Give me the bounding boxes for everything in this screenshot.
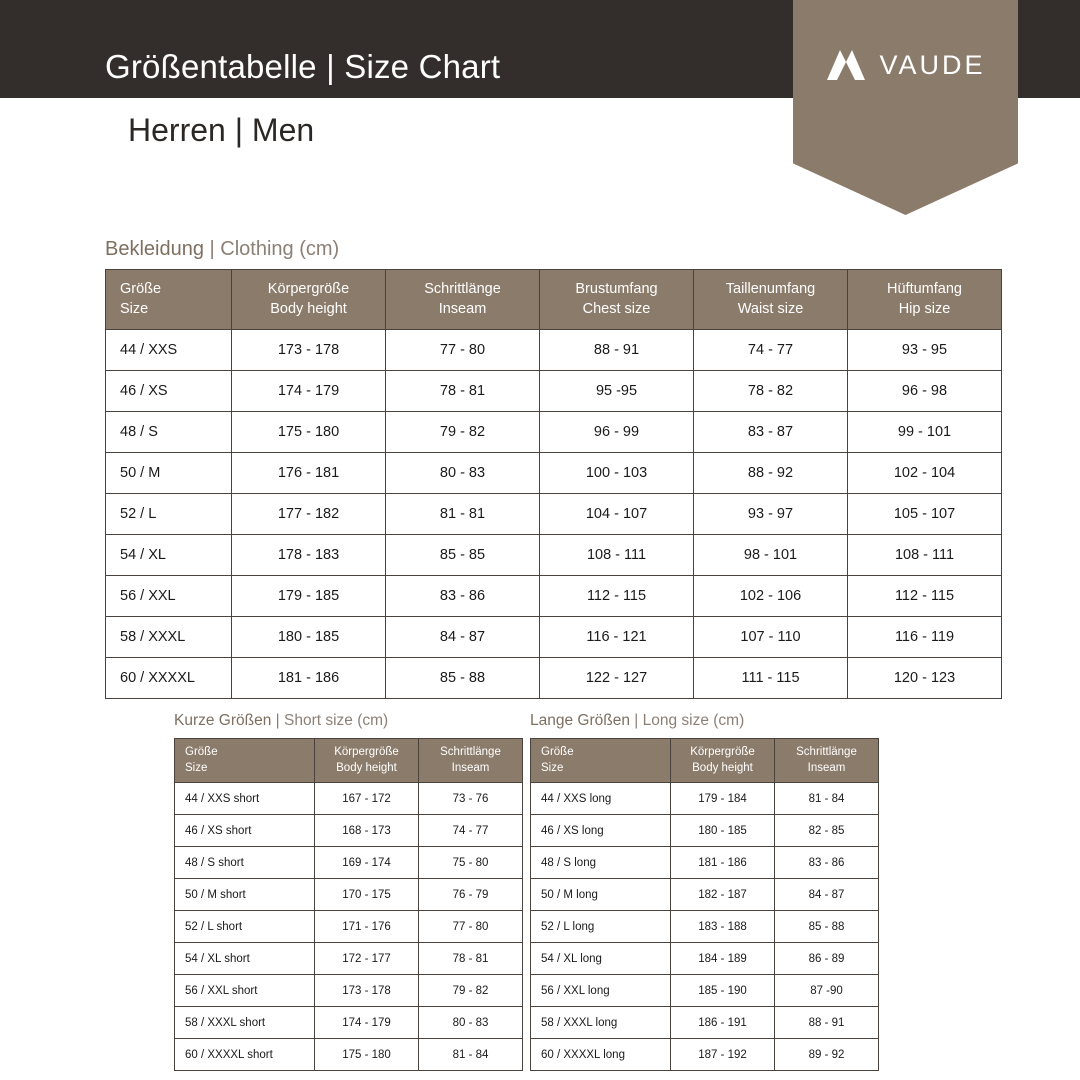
cell-body-height: 173 - 178 bbox=[232, 330, 386, 371]
column-header-waist-de: Taillenumfang bbox=[725, 280, 816, 297]
section-heading-short bbox=[174, 712, 388, 730]
cell-size: 50 / M short bbox=[175, 879, 315, 911]
table-row bbox=[531, 1007, 879, 1039]
cell-size: 48 / S short bbox=[175, 847, 315, 879]
cell-size: 60 / XXXXL long bbox=[531, 1039, 671, 1071]
cell-body-height: 184 - 189 bbox=[671, 943, 775, 975]
cell-size: 46 / XS long bbox=[531, 815, 671, 847]
table-row bbox=[106, 658, 1002, 699]
cell-inseam: 76 - 79 bbox=[419, 879, 523, 911]
cell-chest: 104 - 107 bbox=[540, 494, 694, 535]
section-heading-clothing-de: Bekleidung bbox=[105, 238, 204, 260]
cell-inseam: 81 - 84 bbox=[775, 783, 879, 815]
cell-body-height: 167 - 172 bbox=[315, 783, 419, 815]
long-size-table bbox=[530, 738, 879, 1071]
cell-inseam: 75 - 80 bbox=[419, 847, 523, 879]
cell-inseam: 82 - 85 bbox=[775, 815, 879, 847]
cell-size: 54 / XL long bbox=[531, 943, 671, 975]
column-header-inseam-en: Inseam bbox=[807, 761, 846, 774]
column-header-waist bbox=[694, 270, 848, 330]
cell-hip: 108 - 111 bbox=[848, 535, 1002, 576]
table-row bbox=[175, 1039, 523, 1071]
cell-hip: 112 - 115 bbox=[848, 576, 1002, 617]
cell-size: 56 / XXL bbox=[106, 576, 232, 617]
cell-body-height: 169 - 174 bbox=[315, 847, 419, 879]
table-header-row bbox=[531, 739, 879, 783]
brand-banner bbox=[793, 0, 1018, 215]
table-row bbox=[531, 815, 879, 847]
cell-size: 50 / M bbox=[106, 453, 232, 494]
main-size-table bbox=[105, 269, 1002, 699]
cell-hip: 105 - 107 bbox=[848, 494, 1002, 535]
cell-body-height: 174 - 179 bbox=[315, 1007, 419, 1039]
cell-waist: 111 - 115 bbox=[694, 658, 848, 699]
table-row bbox=[175, 911, 523, 943]
table-row bbox=[106, 535, 1002, 576]
column-header-body-height-en: Body height bbox=[692, 761, 753, 774]
column-header-body-height-de: Körpergröße bbox=[690, 745, 755, 758]
cell-inseam: 74 - 77 bbox=[419, 815, 523, 847]
column-header-inseam bbox=[419, 739, 523, 783]
cell-chest: 108 - 111 bbox=[540, 535, 694, 576]
cell-inseam: 85 - 85 bbox=[386, 535, 540, 576]
column-header-inseam-en: Inseam bbox=[451, 761, 490, 774]
table-header-row bbox=[106, 270, 1002, 330]
table-row bbox=[175, 847, 523, 879]
cell-inseam: 79 - 82 bbox=[419, 975, 523, 1007]
column-header-body-height-de: Körpergröße bbox=[334, 745, 399, 758]
cell-hip: 99 - 101 bbox=[848, 412, 1002, 453]
cell-inseam: 81 - 84 bbox=[419, 1039, 523, 1071]
table-row bbox=[175, 975, 523, 1007]
cell-inseam: 80 - 83 bbox=[386, 453, 540, 494]
cell-size: 60 / XXXXL bbox=[106, 658, 232, 699]
brand-wordmark: VAUDE bbox=[879, 49, 986, 80]
cell-size: 46 / XS bbox=[106, 371, 232, 412]
column-header-body-height-en: Body height bbox=[336, 761, 397, 774]
cell-size: 56 / XXL short bbox=[175, 975, 315, 1007]
column-header-chest-en: Chest size bbox=[582, 300, 651, 317]
cell-body-height: 177 - 182 bbox=[232, 494, 386, 535]
cell-inseam: 73 - 76 bbox=[419, 783, 523, 815]
column-header-hip bbox=[848, 270, 1002, 330]
brand-logo bbox=[793, 48, 1018, 82]
cell-size: 58 / XXXL bbox=[106, 617, 232, 658]
cell-size: 54 / XL bbox=[106, 535, 232, 576]
cell-body-height: 180 - 185 bbox=[232, 617, 386, 658]
table-row bbox=[175, 943, 523, 975]
cell-body-height: 176 - 181 bbox=[232, 453, 386, 494]
cell-body-height: 173 - 178 bbox=[315, 975, 419, 1007]
column-header-chest bbox=[540, 270, 694, 330]
cell-hip: 116 - 119 bbox=[848, 617, 1002, 658]
column-header-waist-en: Waist size bbox=[737, 300, 804, 317]
cell-body-height: 179 - 185 bbox=[232, 576, 386, 617]
cell-inseam: 87 -90 bbox=[775, 975, 879, 1007]
table-row bbox=[106, 576, 1002, 617]
column-header-size bbox=[106, 270, 232, 330]
cell-waist: 74 - 77 bbox=[694, 330, 848, 371]
section-heading-clothing bbox=[105, 238, 339, 261]
cell-body-height: 187 - 192 bbox=[671, 1039, 775, 1071]
section-heading-short-sep: | bbox=[271, 712, 284, 729]
cell-waist: 78 - 82 bbox=[694, 371, 848, 412]
cell-waist: 102 - 106 bbox=[694, 576, 848, 617]
cell-hip: 96 - 98 bbox=[848, 371, 1002, 412]
cell-inseam: 81 - 81 bbox=[386, 494, 540, 535]
table-row bbox=[175, 783, 523, 815]
cell-chest: 122 - 127 bbox=[540, 658, 694, 699]
cell-size: 58 / XXXL short bbox=[175, 1007, 315, 1039]
cell-size: 48 / S bbox=[106, 412, 232, 453]
cell-size: 44 / XXS long bbox=[531, 783, 671, 815]
cell-size: 50 / M long bbox=[531, 879, 671, 911]
cell-chest: 112 - 115 bbox=[540, 576, 694, 617]
section-heading-long bbox=[530, 712, 744, 730]
column-header-inseam-de: Schrittlänge bbox=[424, 280, 501, 297]
column-header-inseam-en: Inseam bbox=[438, 300, 487, 317]
cell-inseam: 88 - 91 bbox=[775, 1007, 879, 1039]
column-header-size-de: Größe bbox=[185, 745, 218, 758]
cell-size: 52 / L bbox=[106, 494, 232, 535]
column-header-size-de: Größe bbox=[541, 745, 574, 758]
column-header-size bbox=[175, 739, 315, 783]
table-row bbox=[531, 1039, 879, 1071]
cell-size: 48 / S long bbox=[531, 847, 671, 879]
column-header-inseam bbox=[386, 270, 540, 330]
cell-body-height: 181 - 186 bbox=[671, 847, 775, 879]
column-header-hip-de: Hüftumfang bbox=[887, 280, 962, 297]
table-row bbox=[106, 412, 1002, 453]
table-row bbox=[175, 815, 523, 847]
cell-size: 44 / XXS bbox=[106, 330, 232, 371]
cell-body-height: 186 - 191 bbox=[671, 1007, 775, 1039]
section-heading-long-sep: | bbox=[629, 712, 643, 729]
cell-inseam: 77 - 80 bbox=[386, 330, 540, 371]
cell-chest: 100 - 103 bbox=[540, 453, 694, 494]
cell-body-height: 171 - 176 bbox=[315, 911, 419, 943]
column-header-size-en: Size bbox=[120, 300, 149, 317]
table-row bbox=[531, 911, 879, 943]
section-heading-short-en: Short size (cm) bbox=[284, 712, 389, 729]
cell-chest: 116 - 121 bbox=[540, 617, 694, 658]
cell-inseam: 85 - 88 bbox=[775, 911, 879, 943]
section-heading-long-en: Long size (cm) bbox=[642, 712, 745, 729]
cell-body-height: 185 - 190 bbox=[671, 975, 775, 1007]
cell-body-height: 175 - 180 bbox=[315, 1039, 419, 1071]
cell-inseam: 80 - 83 bbox=[419, 1007, 523, 1039]
cell-size: 52 / L short bbox=[175, 911, 315, 943]
column-header-chest-de: Brustumfang bbox=[575, 280, 658, 297]
cell-body-height: 180 - 185 bbox=[671, 815, 775, 847]
cell-hip: 120 - 123 bbox=[848, 658, 1002, 699]
cell-body-height: 172 - 177 bbox=[315, 943, 419, 975]
column-header-inseam-de: Schrittlänge bbox=[796, 745, 857, 758]
cell-chest: 95 -95 bbox=[540, 371, 694, 412]
table-row bbox=[106, 617, 1002, 658]
cell-inseam: 86 - 89 bbox=[775, 943, 879, 975]
table-row bbox=[531, 879, 879, 911]
cell-chest: 96 - 99 bbox=[540, 412, 694, 453]
column-header-body-height bbox=[315, 739, 419, 783]
table-row bbox=[106, 330, 1002, 371]
cell-inseam: 78 - 81 bbox=[386, 371, 540, 412]
cell-body-height: 178 - 183 bbox=[232, 535, 386, 576]
section-heading-clothing-sep: | bbox=[203, 238, 221, 260]
cell-body-height: 182 - 187 bbox=[671, 879, 775, 911]
column-header-body-height-en: Body height bbox=[270, 300, 347, 317]
table-row bbox=[531, 943, 879, 975]
table-row bbox=[531, 847, 879, 879]
column-header-body-height bbox=[232, 270, 386, 330]
cell-body-height: 179 - 184 bbox=[671, 783, 775, 815]
column-header-inseam-de: Schrittlänge bbox=[440, 745, 501, 758]
cell-hip: 93 - 95 bbox=[848, 330, 1002, 371]
short-size-table bbox=[174, 738, 523, 1071]
cell-body-height: 183 - 188 bbox=[671, 911, 775, 943]
table-header-row bbox=[175, 739, 523, 783]
column-header-size-en: Size bbox=[185, 761, 208, 774]
cell-body-height: 168 - 173 bbox=[315, 815, 419, 847]
column-header-body-height bbox=[671, 739, 775, 783]
cell-waist: 107 - 110 bbox=[694, 617, 848, 658]
cell-inseam: 83 - 86 bbox=[386, 576, 540, 617]
cell-waist: 93 - 97 bbox=[694, 494, 848, 535]
cell-body-height: 170 - 175 bbox=[315, 879, 419, 911]
table-row bbox=[106, 494, 1002, 535]
section-heading-long-de: Lange Größen bbox=[530, 712, 630, 729]
table-row bbox=[106, 371, 1002, 412]
column-header-size bbox=[531, 739, 671, 783]
cell-chest: 88 - 91 bbox=[540, 330, 694, 371]
table-row bbox=[531, 975, 879, 1007]
table-row bbox=[175, 879, 523, 911]
cell-hip: 102 - 104 bbox=[848, 453, 1002, 494]
table-row bbox=[175, 1007, 523, 1039]
vaude-mountain-logo-icon bbox=[825, 48, 867, 82]
column-header-inseam bbox=[775, 739, 879, 783]
column-header-hip-en: Hip size bbox=[898, 300, 951, 317]
cell-waist: 83 - 87 bbox=[694, 412, 848, 453]
cell-waist: 88 - 92 bbox=[694, 453, 848, 494]
cell-size: 46 / XS short bbox=[175, 815, 315, 847]
table-row bbox=[531, 783, 879, 815]
table-row bbox=[106, 453, 1002, 494]
cell-inseam: 77 - 80 bbox=[419, 911, 523, 943]
page-title: Größentabelle | Size Chart bbox=[105, 48, 501, 85]
section-heading-short-de: Kurze Größen bbox=[174, 712, 272, 729]
page-subtitle: Herren | Men bbox=[128, 112, 315, 148]
cell-size: 54 / XL short bbox=[175, 943, 315, 975]
cell-size: 52 / L long bbox=[531, 911, 671, 943]
column-header-size-en: Size bbox=[541, 761, 564, 774]
cell-inseam: 79 - 82 bbox=[386, 412, 540, 453]
cell-size: 44 / XXS short bbox=[175, 783, 315, 815]
cell-size: 56 / XXL long bbox=[531, 975, 671, 1007]
cell-waist: 98 - 101 bbox=[694, 535, 848, 576]
section-heading-clothing-en: Clothing (cm) bbox=[220, 238, 340, 260]
cell-inseam: 84 - 87 bbox=[775, 879, 879, 911]
cell-inseam: 84 - 87 bbox=[386, 617, 540, 658]
cell-inseam: 78 - 81 bbox=[419, 943, 523, 975]
cell-body-height: 175 - 180 bbox=[232, 412, 386, 453]
cell-inseam: 89 - 92 bbox=[775, 1039, 879, 1071]
cell-size: 60 / XXXXL short bbox=[175, 1039, 315, 1071]
column-header-size-de: Größe bbox=[120, 280, 162, 297]
cell-body-height: 174 - 179 bbox=[232, 371, 386, 412]
cell-body-height: 181 - 186 bbox=[232, 658, 386, 699]
cell-inseam: 83 - 86 bbox=[775, 847, 879, 879]
cell-size: 58 / XXXL long bbox=[531, 1007, 671, 1039]
brand-banner-shape bbox=[793, 0, 1018, 215]
cell-inseam: 85 - 88 bbox=[386, 658, 540, 699]
column-header-body-height-de: Körpergröße bbox=[267, 280, 350, 297]
